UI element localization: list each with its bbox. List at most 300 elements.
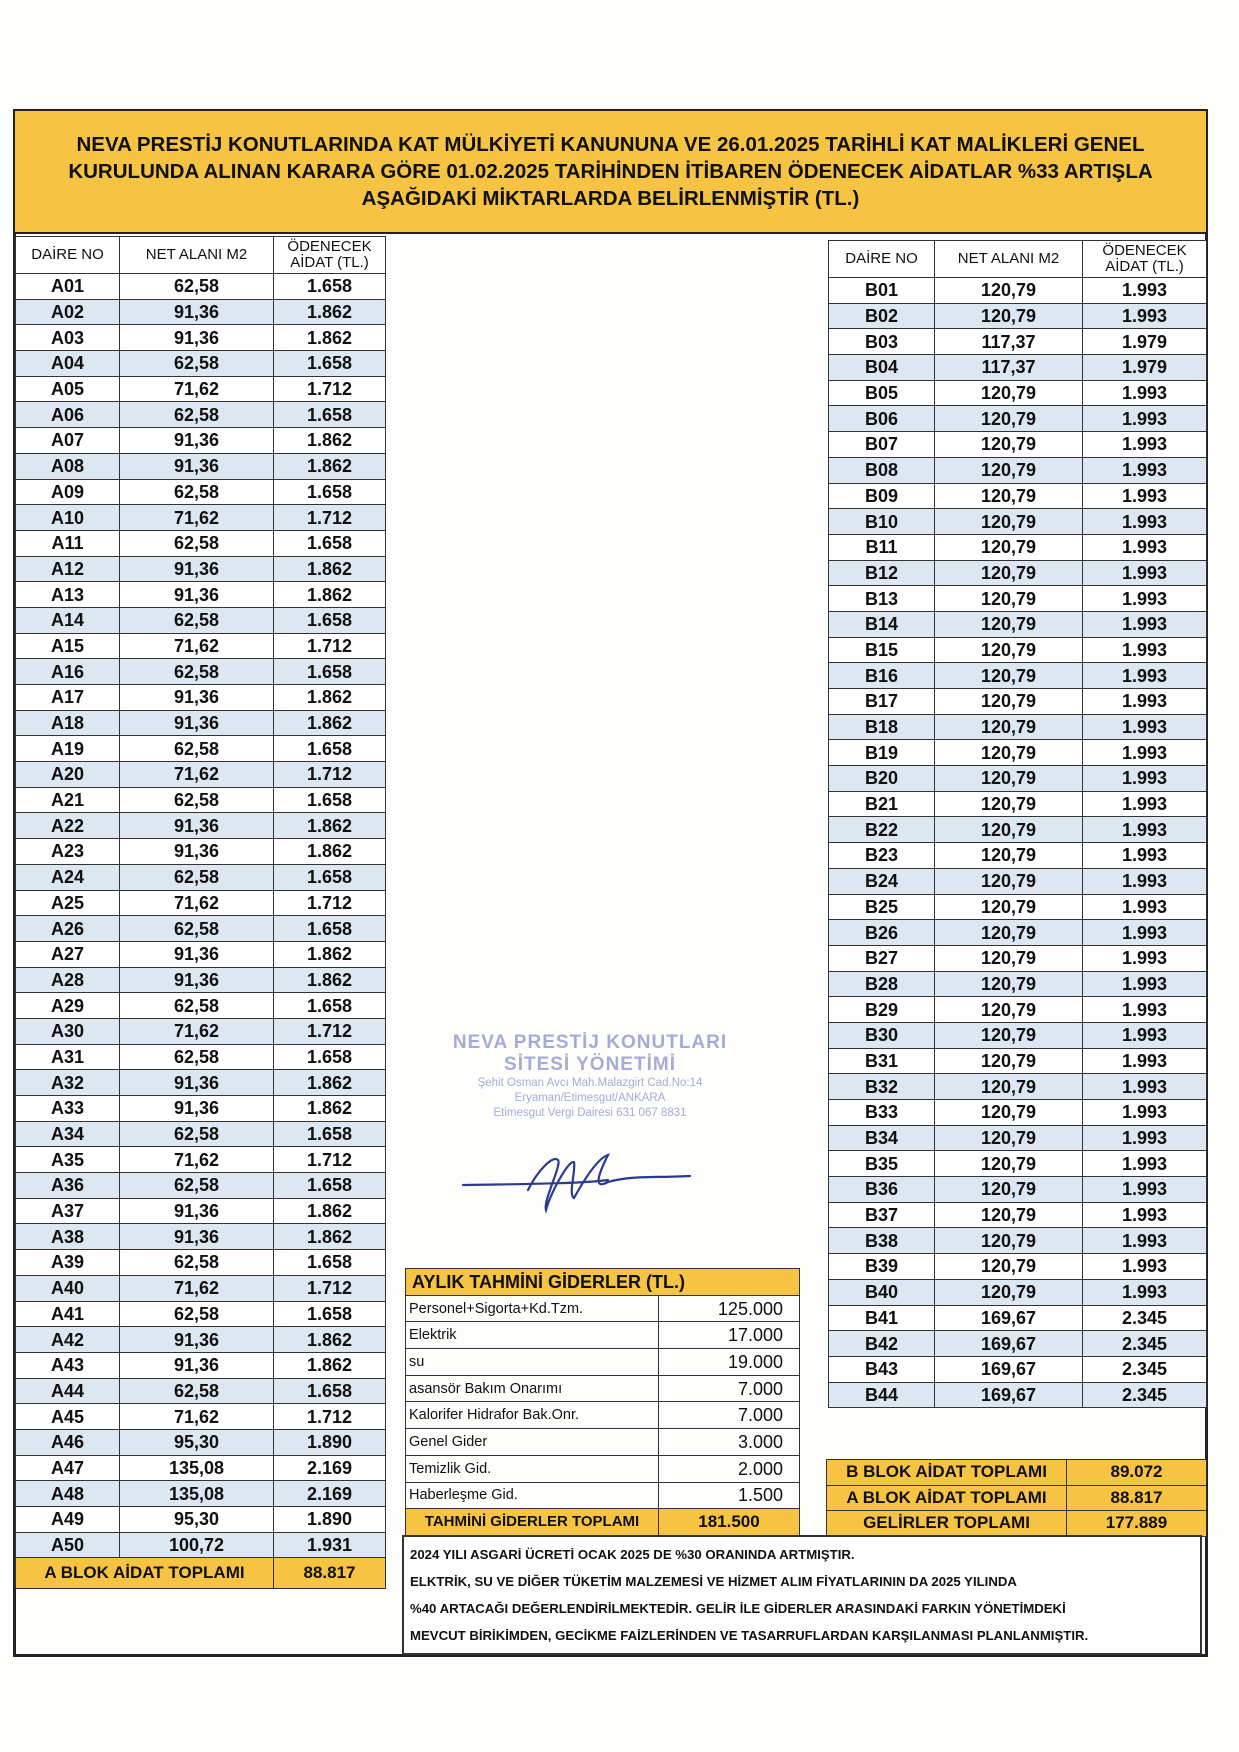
aidat-cell: 1.993 xyxy=(1083,509,1207,535)
management-stamp xyxy=(430,1032,750,1121)
daire-no-cell: A12 xyxy=(16,556,120,582)
expense-label: asansör Bakım Onarımı xyxy=(406,1375,659,1402)
table-row xyxy=(829,329,1207,355)
table-row xyxy=(16,685,386,711)
aidat-cell: 1.658 xyxy=(274,916,386,942)
table-row xyxy=(16,633,386,659)
net-alani-cell: 71,62 xyxy=(120,1275,274,1301)
aidat-cell: 1.993 xyxy=(1083,945,1207,971)
aidat-cell: 1.658 xyxy=(274,736,386,762)
table-row xyxy=(829,1022,1207,1048)
table-row xyxy=(829,971,1207,997)
stamp-line: SİTESİ YÖNETİMİ xyxy=(504,1054,676,1075)
aidat-cell: 1.890 xyxy=(274,1429,386,1455)
header-net-alani: NET ALANI M2 xyxy=(120,237,274,274)
table-row xyxy=(16,1378,386,1404)
table-row xyxy=(829,663,1207,689)
table-row xyxy=(829,355,1207,381)
aidat-cell: 1.890 xyxy=(274,1507,386,1533)
daire-no-cell: B37 xyxy=(829,1202,935,1228)
table-row xyxy=(16,659,386,685)
daire-no-cell: A46 xyxy=(16,1429,120,1455)
table-row xyxy=(16,1352,386,1378)
net-alani-cell: 91,36 xyxy=(120,1096,274,1122)
net-alani-cell: 120,79 xyxy=(935,868,1083,894)
header-odenecek: ÖDENECEK AİDAT (TL.) xyxy=(1083,241,1207,278)
aidat-cell: 1.862 xyxy=(274,582,386,608)
aidat-cell: 1.862 xyxy=(274,556,386,582)
aidat-cell: 1.658 xyxy=(274,1301,386,1327)
daire-no-cell: B26 xyxy=(829,920,935,946)
aidat-cell: 1.862 xyxy=(274,1198,386,1224)
aidat-cell: 1.993 xyxy=(1083,534,1207,560)
stamp-line: Eryaman/Etimesgut/ANKARA xyxy=(514,1092,666,1104)
expense-label: Genel Gider xyxy=(406,1429,659,1456)
aidat-cell: 1.993 xyxy=(1083,611,1207,637)
daire-no-cell: B19 xyxy=(829,740,935,766)
b-blok-table xyxy=(828,240,1207,1408)
daire-no-cell: A44 xyxy=(16,1378,120,1404)
daire-no-cell: A21 xyxy=(16,787,120,813)
daire-no-cell: A29 xyxy=(16,993,120,1019)
net-alani-cell: 62,58 xyxy=(120,479,274,505)
aidat-cell: 2.169 xyxy=(274,1455,386,1481)
daire-no-cell: A05 xyxy=(16,376,120,402)
aidat-cell: 1.993 xyxy=(1083,278,1207,304)
aidat-cell: 2.345 xyxy=(1083,1382,1207,1408)
net-alani-cell: 120,79 xyxy=(935,894,1083,920)
daire-no-cell: B30 xyxy=(829,1022,935,1048)
daire-no-cell: A43 xyxy=(16,1352,120,1378)
net-alani-cell: 120,79 xyxy=(935,278,1083,304)
aidat-cell: 2.169 xyxy=(274,1481,386,1507)
table-row xyxy=(829,817,1207,843)
net-alani-cell: 120,79 xyxy=(935,380,1083,406)
daire-no-cell: B36 xyxy=(829,1177,935,1203)
table-row xyxy=(829,1100,1207,1126)
net-alani-cell: 169,67 xyxy=(935,1305,1083,1331)
stamp-line: Etimesgut Vergi Dairesi 631 067 8831 xyxy=(493,1107,687,1119)
table-row xyxy=(829,1382,1207,1408)
aidat-cell: 1.658 xyxy=(274,1121,386,1147)
net-alani-cell: 62,58 xyxy=(120,787,274,813)
daire-no-cell: B02 xyxy=(829,303,935,329)
aidat-cell: 1.658 xyxy=(274,1378,386,1404)
table-row xyxy=(16,351,386,377)
daire-no-cell: B16 xyxy=(829,663,935,689)
b-blok-rows xyxy=(829,278,1207,1408)
aidat-cell: 1.658 xyxy=(274,864,386,890)
net-alani-cell: 91,36 xyxy=(120,325,274,351)
table-row xyxy=(829,1048,1207,1074)
table-row xyxy=(16,299,386,325)
net-alani-cell: 62,58 xyxy=(120,1173,274,1199)
daire-no-cell: B20 xyxy=(829,766,935,792)
daire-no-cell: A39 xyxy=(16,1250,120,1276)
aidat-cell: 1.658 xyxy=(274,479,386,505)
aidat-cell: 1.862 xyxy=(274,299,386,325)
aidat-cell: 1.993 xyxy=(1083,920,1207,946)
daire-no-cell: A26 xyxy=(16,916,120,942)
daire-no-cell: B07 xyxy=(829,432,935,458)
aidat-cell: 1.658 xyxy=(274,530,386,556)
expense-row xyxy=(406,1295,800,1322)
aidat-cell: 1.993 xyxy=(1083,637,1207,663)
table-row xyxy=(16,864,386,890)
expense-value: 2.000 xyxy=(659,1455,800,1482)
table-row xyxy=(16,993,386,1019)
daire-no-cell: B10 xyxy=(829,509,935,535)
daire-no-cell: A03 xyxy=(16,325,120,351)
table-row xyxy=(829,586,1207,612)
daire-no-cell: B32 xyxy=(829,1074,935,1100)
daire-no-cell: A31 xyxy=(16,1044,120,1070)
table-row xyxy=(829,894,1207,920)
aidat-cell: 2.345 xyxy=(1083,1356,1207,1382)
daire-no-cell: B35 xyxy=(829,1151,935,1177)
aidat-cell: 1.712 xyxy=(274,633,386,659)
aidat-cell: 1.993 xyxy=(1083,817,1207,843)
table-row xyxy=(16,1096,386,1122)
aidat-cell: 1.979 xyxy=(1083,329,1207,355)
table-row xyxy=(16,1198,386,1224)
aidat-cell: 1.993 xyxy=(1083,1279,1207,1305)
net-alani-cell: 62,58 xyxy=(120,993,274,1019)
aidat-cell: 1.862 xyxy=(274,1224,386,1250)
b-total-label: B BLOK AİDAT TOPLAMI xyxy=(827,1460,1067,1486)
net-alani-cell: 120,79 xyxy=(935,1151,1083,1177)
daire-no-cell: A06 xyxy=(16,402,120,428)
net-alani-cell: 91,36 xyxy=(120,839,274,865)
daire-no-cell: B27 xyxy=(829,945,935,971)
table-row xyxy=(829,534,1207,560)
aidat-cell: 1.658 xyxy=(274,1250,386,1276)
net-alani-cell: 62,58 xyxy=(120,1378,274,1404)
daire-no-cell: B33 xyxy=(829,1100,935,1126)
table-row xyxy=(16,607,386,633)
daire-no-cell: A24 xyxy=(16,864,120,890)
net-alani-cell: 120,79 xyxy=(935,817,1083,843)
table-row xyxy=(16,1044,386,1070)
net-alani-cell: 120,79 xyxy=(935,1254,1083,1280)
table-row xyxy=(16,556,386,582)
daire-no-cell: A19 xyxy=(16,736,120,762)
table-row xyxy=(16,1173,386,1199)
aidat-cell: 1.993 xyxy=(1083,997,1207,1023)
net-alani-cell: 71,62 xyxy=(120,505,274,531)
expense-label: Temizlik Gid. xyxy=(406,1455,659,1482)
daire-no-cell: A13 xyxy=(16,582,120,608)
daire-no-cell: B15 xyxy=(829,637,935,663)
daire-no-cell: A11 xyxy=(16,530,120,556)
net-alani-cell: 62,58 xyxy=(120,1301,274,1327)
aidat-cell: 1.658 xyxy=(274,787,386,813)
table-row xyxy=(829,1279,1207,1305)
net-alani-cell: 91,36 xyxy=(120,967,274,993)
net-alani-cell: 117,37 xyxy=(935,329,1083,355)
table-row xyxy=(829,766,1207,792)
daire-no-cell: A22 xyxy=(16,813,120,839)
aidat-cell: 1.658 xyxy=(274,993,386,1019)
table-row xyxy=(16,325,386,351)
aidat-cell: 2.345 xyxy=(1083,1305,1207,1331)
aidat-cell: 1.993 xyxy=(1083,868,1207,894)
aidat-cell: 1.993 xyxy=(1083,843,1207,869)
daire-no-cell: B24 xyxy=(829,868,935,894)
table-row xyxy=(829,560,1207,586)
aidat-cell: 1.993 xyxy=(1083,894,1207,920)
net-alani-cell: 135,08 xyxy=(120,1455,274,1481)
daire-no-cell: A18 xyxy=(16,710,120,736)
daire-no-cell: A14 xyxy=(16,607,120,633)
daire-no-cell: B31 xyxy=(829,1048,935,1074)
aidat-cell: 1.712 xyxy=(274,505,386,531)
net-alani-cell: 91,36 xyxy=(120,1224,274,1250)
table-row xyxy=(829,611,1207,637)
net-alani-cell: 120,79 xyxy=(935,534,1083,560)
daire-no-cell: A08 xyxy=(16,453,120,479)
a-total-label: A BLOK AİDAT TOPLAMI xyxy=(16,1558,274,1589)
expense-row xyxy=(406,1455,800,1482)
daire-no-cell: A35 xyxy=(16,1147,120,1173)
net-alani-cell: 169,67 xyxy=(935,1382,1083,1408)
net-alani-cell: 62,58 xyxy=(120,530,274,556)
net-alani-cell: 120,79 xyxy=(935,689,1083,715)
aidat-cell: 1.712 xyxy=(274,376,386,402)
table-row xyxy=(829,868,1207,894)
net-alani-cell: 91,36 xyxy=(120,813,274,839)
daire-no-cell: A32 xyxy=(16,1070,120,1096)
table-row xyxy=(829,1305,1207,1331)
expense-label: su xyxy=(406,1349,659,1376)
net-alani-cell: 120,79 xyxy=(935,457,1083,483)
daire-no-cell: A38 xyxy=(16,1224,120,1250)
aidat-cell: 1.993 xyxy=(1083,432,1207,458)
daire-no-cell: A17 xyxy=(16,685,120,711)
aidat-cell: 1.993 xyxy=(1083,1202,1207,1228)
table-row xyxy=(829,1254,1207,1280)
table-row xyxy=(16,453,386,479)
aidat-cell: 1.862 xyxy=(274,428,386,454)
aidat-cell: 1.862 xyxy=(274,813,386,839)
net-alani-cell: 120,79 xyxy=(935,766,1083,792)
stamp-line: NEVA PRESTİJ KONUTLARI xyxy=(452,1032,728,1053)
expense-label: Elektrik xyxy=(406,1322,659,1349)
table-row xyxy=(16,402,386,428)
net-alani-cell: 62,58 xyxy=(120,1044,274,1070)
table-row xyxy=(16,1532,386,1558)
net-alani-cell: 71,62 xyxy=(120,633,274,659)
daire-no-cell: A04 xyxy=(16,351,120,377)
net-alani-cell: 120,79 xyxy=(935,406,1083,432)
table-row xyxy=(16,1070,386,1096)
expense-value: 3.000 xyxy=(659,1429,800,1456)
aidat-cell: 1.712 xyxy=(274,1404,386,1430)
aidat-cell: 1.993 xyxy=(1083,1125,1207,1151)
daire-no-cell: B18 xyxy=(829,714,935,740)
table-row xyxy=(16,762,386,788)
net-alani-cell: 91,36 xyxy=(120,428,274,454)
aidat-cell: 1.993 xyxy=(1083,791,1207,817)
net-alani-cell: 120,79 xyxy=(935,560,1083,586)
net-alani-cell: 62,58 xyxy=(120,274,274,300)
page-title: NEVA PRESTİJ KONUTLARINDA KAT MÜLKİYETİ KANUNUNA VE 26.01.2025 TARİHLİ KAT MALİKLERİ GENEL KURULUNDA ALINAN KARARA GÖRE 01.02.2025 TARİHİNDEN İTİBAREN ÖDENECEK AİDATLAR %33 ARTIŞLA AŞAĞIDAKİ MİKTARLARDA BELİRLENMİŞTİR (TL.) xyxy=(15,111,1206,234)
daire-no-cell: A34 xyxy=(16,1121,120,1147)
aidat-cell: 1.993 xyxy=(1083,303,1207,329)
daire-no-cell: B08 xyxy=(829,457,935,483)
income-total-value: 177.889 xyxy=(1067,1511,1207,1537)
daire-no-cell: A09 xyxy=(16,479,120,505)
table-row xyxy=(16,1250,386,1276)
net-alani-cell: 120,79 xyxy=(935,637,1083,663)
daire-no-cell: A37 xyxy=(16,1198,120,1224)
table-row xyxy=(16,1121,386,1147)
net-alani-cell: 120,79 xyxy=(935,483,1083,509)
table-row xyxy=(16,1507,386,1533)
table-row xyxy=(16,479,386,505)
net-alani-cell: 91,36 xyxy=(120,710,274,736)
net-alani-cell: 135,08 xyxy=(120,1481,274,1507)
header-daire-no: DAİRE NO xyxy=(16,237,120,274)
net-alani-cell: 91,36 xyxy=(120,582,274,608)
expense-row xyxy=(406,1482,800,1509)
aidat-cell: 1.862 xyxy=(274,839,386,865)
net-alani-cell: 91,36 xyxy=(120,299,274,325)
table-row xyxy=(16,428,386,454)
net-alani-cell: 62,58 xyxy=(120,736,274,762)
table-row xyxy=(16,505,386,531)
aidat-cell: 1.658 xyxy=(274,659,386,685)
table-row xyxy=(16,941,386,967)
table-row xyxy=(16,890,386,916)
net-alani-cell: 95,30 xyxy=(120,1429,274,1455)
expense-value: 19.000 xyxy=(659,1349,800,1376)
aidat-cell: 1.993 xyxy=(1083,1022,1207,1048)
daire-no-cell: A40 xyxy=(16,1275,120,1301)
aidat-cell: 1.658 xyxy=(274,1173,386,1199)
table-row xyxy=(829,1331,1207,1357)
daire-no-cell: A10 xyxy=(16,505,120,531)
income-total-label: GELİRLER TOPLAMI xyxy=(827,1511,1067,1537)
net-alani-cell: 120,79 xyxy=(935,920,1083,946)
expense-row xyxy=(406,1349,800,1376)
table-row xyxy=(829,637,1207,663)
table-row xyxy=(829,1074,1207,1100)
daire-no-cell: A25 xyxy=(16,890,120,916)
aidat-cell: 1.931 xyxy=(274,1532,386,1558)
table-row xyxy=(16,1327,386,1353)
table-row xyxy=(16,1455,386,1481)
net-alani-cell: 120,79 xyxy=(935,791,1083,817)
daire-no-cell: A48 xyxy=(16,1481,120,1507)
net-alani-cell: 91,36 xyxy=(120,941,274,967)
net-alani-cell: 120,79 xyxy=(935,432,1083,458)
daire-no-cell: A01 xyxy=(16,274,120,300)
net-alani-cell: 117,37 xyxy=(935,355,1083,381)
aidat-cell: 1.658 xyxy=(274,607,386,633)
aidat-cell: 1.993 xyxy=(1083,1177,1207,1203)
daire-no-cell: A36 xyxy=(16,1173,120,1199)
aidat-cell: 1.862 xyxy=(274,710,386,736)
table-row xyxy=(829,689,1207,715)
a-total-value: 88.817 xyxy=(274,1558,386,1589)
net-alani-cell: 169,67 xyxy=(935,1331,1083,1357)
table-row xyxy=(16,1429,386,1455)
net-alani-cell: 120,79 xyxy=(935,1048,1083,1074)
net-alani-cell: 120,79 xyxy=(935,509,1083,535)
aidat-cell: 1.862 xyxy=(274,325,386,351)
table-row xyxy=(829,380,1207,406)
daire-no-cell: A33 xyxy=(16,1096,120,1122)
aidat-cell: 1.862 xyxy=(274,1327,386,1353)
table-row xyxy=(16,1224,386,1250)
aidat-cell: 2.345 xyxy=(1083,1331,1207,1357)
daire-no-cell: B06 xyxy=(829,406,935,432)
expenses-title: AYLIK TAHMİNİ GİDERLER (TL.) xyxy=(406,1269,800,1296)
table-row xyxy=(829,945,1207,971)
header-net-alani: NET ALANI M2 xyxy=(935,241,1083,278)
aidat-cell: 1.993 xyxy=(1083,766,1207,792)
aidat-cell: 1.658 xyxy=(274,351,386,377)
daire-no-cell: A45 xyxy=(16,1404,120,1430)
note-line: 2024 YILI ASGARİ ÜCRETİ OCAK 2025 DE %30 ORANINDA ARTMIŞTIR. xyxy=(410,1547,855,1562)
net-alani-cell: 91,36 xyxy=(120,556,274,582)
daire-no-cell: B44 xyxy=(829,1382,935,1408)
aidat-cell: 1.862 xyxy=(274,1352,386,1378)
daire-no-cell: B22 xyxy=(829,817,935,843)
table-row xyxy=(829,1151,1207,1177)
daire-no-cell: B13 xyxy=(829,586,935,612)
expense-value: 17.000 xyxy=(659,1322,800,1349)
daire-no-cell: B14 xyxy=(829,611,935,637)
net-alani-cell: 120,79 xyxy=(935,843,1083,869)
income-summary-table xyxy=(826,1459,1207,1537)
table-row xyxy=(829,920,1207,946)
net-alani-cell: 71,62 xyxy=(120,890,274,916)
expense-label: Haberleşme Gid. xyxy=(406,1482,659,1509)
expense-value: 7.000 xyxy=(659,1402,800,1429)
daire-no-cell: B43 xyxy=(829,1356,935,1382)
aidat-cell: 1.993 xyxy=(1083,1254,1207,1280)
aidat-cell: 1.993 xyxy=(1083,406,1207,432)
net-alani-cell: 62,58 xyxy=(120,864,274,890)
table-row xyxy=(829,509,1207,535)
table-row xyxy=(16,916,386,942)
aidat-cell: 1.993 xyxy=(1083,971,1207,997)
table-row xyxy=(16,1018,386,1044)
aidat-cell: 1.712 xyxy=(274,890,386,916)
aidat-cell: 1.862 xyxy=(274,941,386,967)
expense-value: 125.000 xyxy=(659,1295,800,1322)
expense-label: Kalorifer Hidrafor Bak.Onr. xyxy=(406,1402,659,1429)
daire-no-cell: B03 xyxy=(829,329,935,355)
net-alani-cell: 120,79 xyxy=(935,611,1083,637)
net-alani-cell: 71,62 xyxy=(120,762,274,788)
net-alani-cell: 95,30 xyxy=(120,1507,274,1533)
daire-no-cell: A15 xyxy=(16,633,120,659)
aidat-cell: 1.712 xyxy=(274,1018,386,1044)
notes-box xyxy=(402,1535,1202,1655)
daire-no-cell: A50 xyxy=(16,1532,120,1558)
daire-no-cell: A23 xyxy=(16,839,120,865)
table-row xyxy=(829,1125,1207,1151)
net-alani-cell: 62,58 xyxy=(120,351,274,377)
daire-no-cell: A02 xyxy=(16,299,120,325)
aidat-cell: 1.862 xyxy=(274,967,386,993)
net-alani-cell: 169,67 xyxy=(935,1356,1083,1382)
aidat-cell: 1.993 xyxy=(1083,380,1207,406)
expenses-table xyxy=(405,1268,800,1536)
